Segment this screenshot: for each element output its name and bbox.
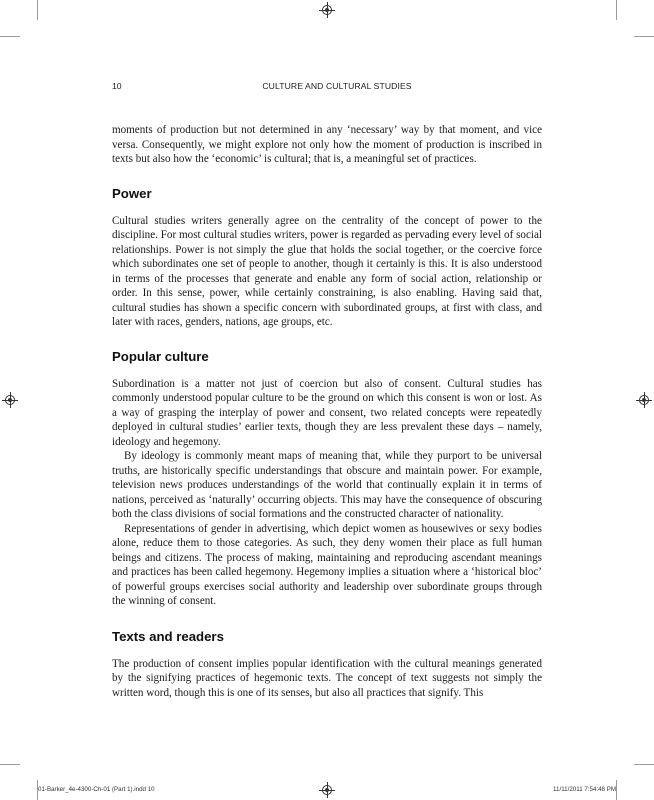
popular-culture-paragraph-3: Representations of gender in advertising, which depict women as housewives or sexy bodies alone, reduce them to those categories. As such, they deny women their place as full human beings and citizens. The process of making, maintaining and reproducing ascendant meanings and practices has been called hegemony. Hegemony implies a situation where a ‘historical bloc’ of powerful groups exercises social authority and leadership over subordinate groups through the winning of consent. — [112, 522, 542, 607]
crop-mark-top-left — [37, 0, 38, 20]
print-timestamp: 11/11/2011 7:54:48 PM — [553, 786, 616, 793]
crop-mark-bottom-right-h — [634, 764, 654, 765]
page-number: 10 — [112, 81, 122, 91]
registration-mark-bottom-icon — [322, 785, 332, 795]
power-paragraph: Cultural studies writers generally agree on the centrality of the concept of power to the discipline. For most cultural studies writers, power is regarded as pervading every level of social relationships. Power is not simply the glue that holds the social together, or the coercive force which subordinates one set of people to another, though it certainly is this. It is also understood in terms of the processes that generate and enable any form of social action, relationship or order. In this sense, power, while certainly constraining, is also enabling. Having said that, cultural studies has shown a specific concern with subordinated groups, at first with class, and later with races, genders, nations, age groups, etc. — [112, 214, 542, 328]
registration-mark-right-icon — [639, 395, 649, 405]
popular-culture-paragraph-2: By ideology is commonly meant maps of meaning that, while they purport to be universal truths, are historically specific understandings that obscure and maintain power. For example, television news produces understandings of the world that continually explain it in terms of nations, perceived as ‘naturally’ occurring objects. This may have the consequence of obscuring both the class divisions of social formations and the constructed character of nationality. — [112, 450, 542, 520]
page-body — [112, 123, 542, 700]
registration-mark-left-icon — [5, 395, 15, 405]
running-head — [112, 81, 542, 95]
heading-power: Power — [112, 185, 152, 201]
texts-and-readers-paragraph: The production of consent implies popular identification with the cultural meanings generated by the signifying practices of hegemonic texts. The concept of text suggests not simply the written word, though this is one of its senses, but also all practices that signify. This — [112, 657, 542, 699]
crop-mark-top-left-h — [0, 36, 20, 37]
intro-paragraph: moments of production but not determined in any ‘necessary’ way by that moment, and vice versa. Consequently, we might explore not only how the moment of production is inscribed in texts but also how the ‘economic’ is cultural; that is, a meaningful set of practices. — [112, 124, 542, 165]
popular-culture-paragraph-1: Subordination is a matter not just of coercion but also of consent. Cultural studies has commonly understood popular culture to be the ground on which this consent is won or lost. As a way of grasping the interplay of power and consent, two related concepts were repeatedly deployed in cultural studies’ earlier texts, though they are less prevalent these days – namely, ideology and hegemony. — [112, 377, 542, 448]
crop-mark-bottom-right — [616, 780, 617, 800]
crop-mark-bottom-left-h — [0, 764, 20, 765]
running-title: CULTURE AND CULTURAL STUDIES — [262, 81, 412, 91]
registration-mark-top-icon — [322, 5, 332, 15]
crop-mark-top-right-h — [634, 36, 654, 37]
heading-texts-and-readers: Texts and readers — [112, 628, 224, 644]
crop-mark-top-right — [616, 0, 617, 20]
file-slug: 01-Barker_4e-4300-Ch-01 (Part 1).indd 10 — [38, 786, 155, 793]
heading-popular-culture: Popular culture — [112, 348, 209, 364]
